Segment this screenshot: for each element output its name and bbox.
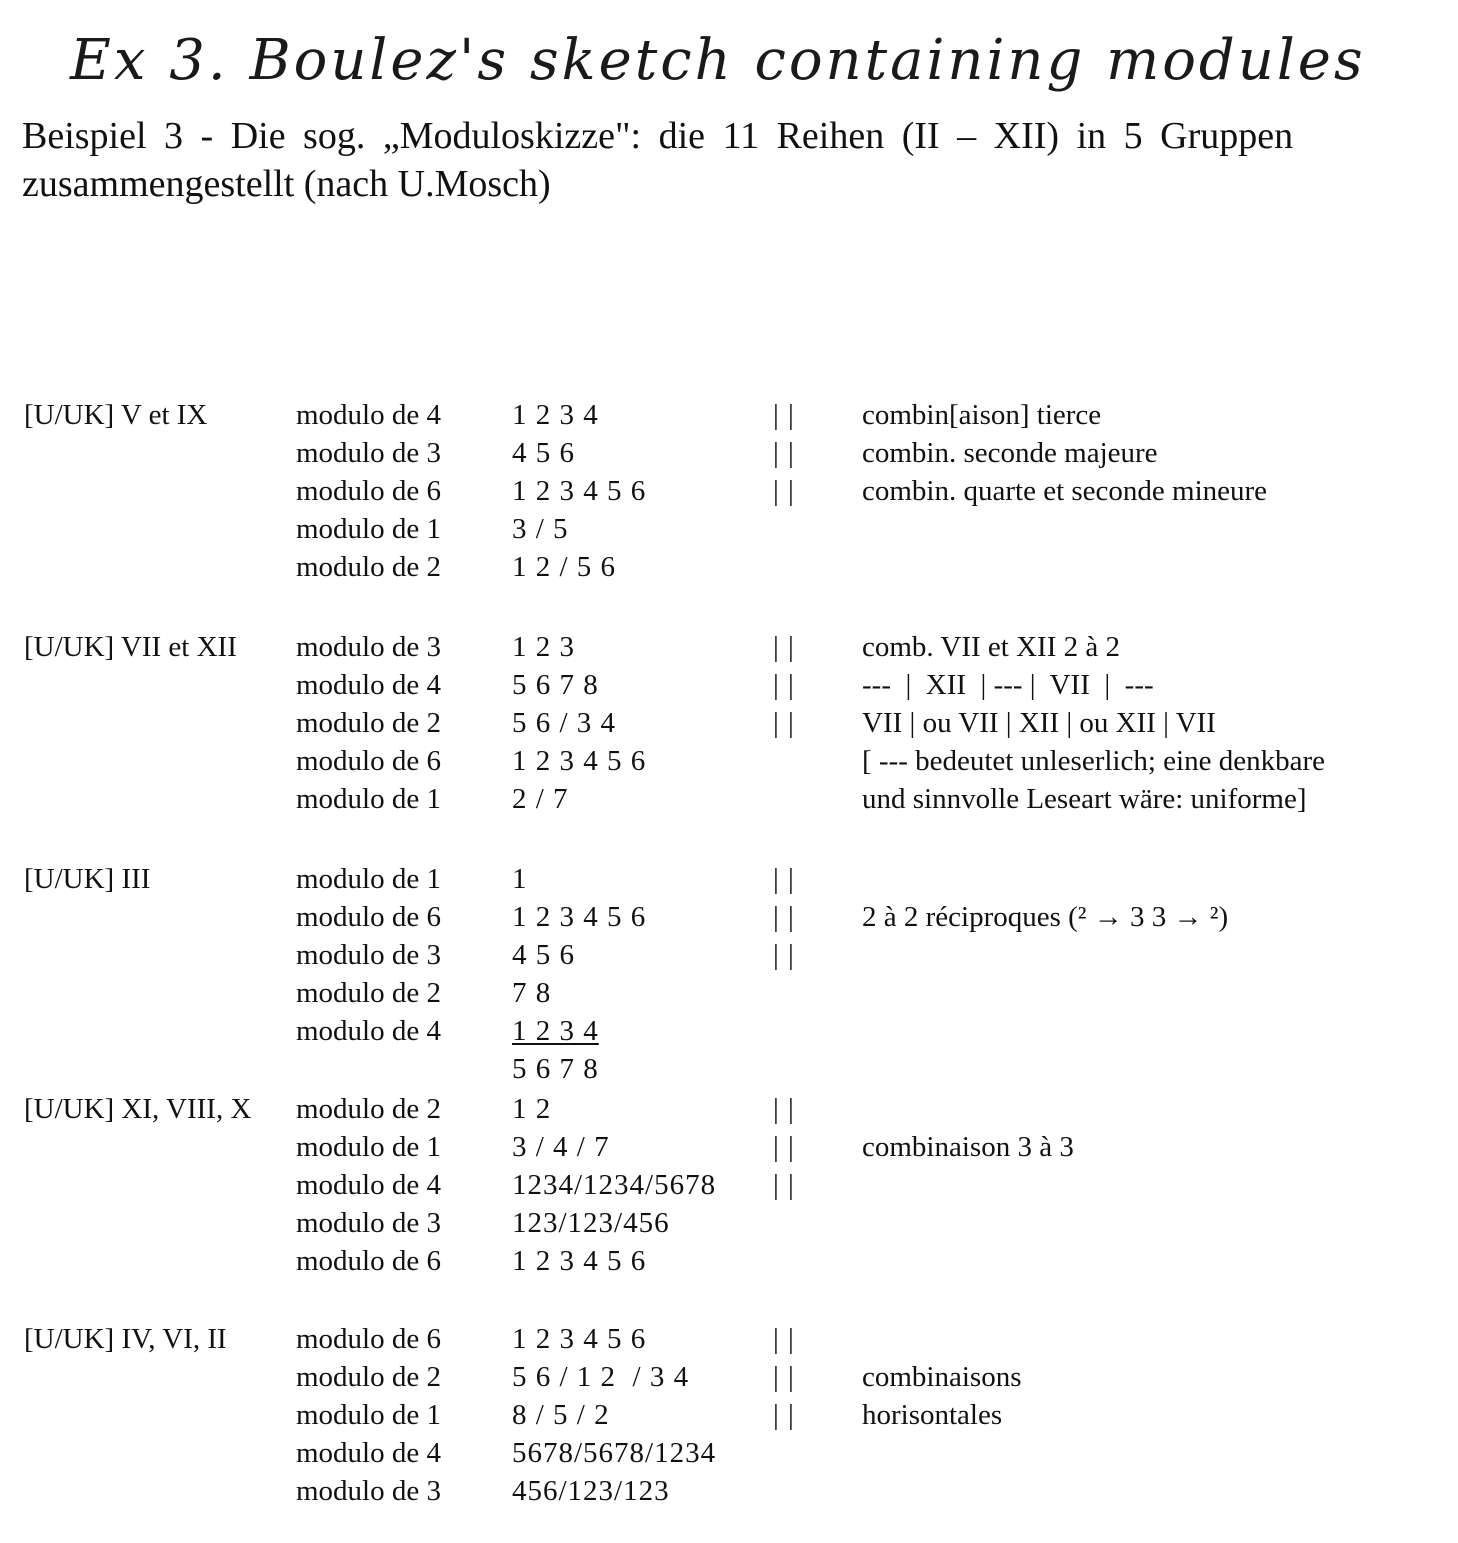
modulo-cell: modulo de 6 bbox=[296, 1323, 441, 1355]
comment-cell: horisontales bbox=[862, 1399, 1003, 1431]
modulo-cell: modulo de 6 bbox=[296, 475, 441, 507]
sequence-cell: 1 2 3 4 5 6 bbox=[512, 745, 647, 777]
group-label: [U/UK] XI, VIII, X bbox=[24, 1093, 252, 1125]
sequence-cell: 3 / 4 / 7 bbox=[512, 1131, 610, 1163]
sequence-cell: 8 / 5 / 2 bbox=[512, 1399, 610, 1431]
modulo-cell: modulo de 6 bbox=[296, 901, 441, 933]
sequence-cell: 5 6 7 8 bbox=[512, 1053, 599, 1085]
comment-cell: combinaisons bbox=[862, 1361, 1022, 1393]
table-row bbox=[0, 898, 1458, 936]
modulo-cell: modulo de 3 bbox=[296, 939, 441, 971]
caption-line-2: zusammengestellt (nach U.Mosch) bbox=[22, 163, 551, 205]
sequence-cell: 5678/5678/1234 bbox=[512, 1437, 717, 1469]
double-bar: | | bbox=[773, 669, 795, 701]
comment-cell: 2 à 2 réciproques (² → 3 3 → ²) bbox=[862, 901, 1229, 933]
comment-cell: und sinnvolle Leseart wäre: uniforme] bbox=[862, 783, 1307, 815]
sequence-cell: 1234/1234/5678 bbox=[512, 1169, 717, 1201]
double-bar: | | bbox=[773, 1169, 795, 1201]
table-row bbox=[0, 1396, 1458, 1434]
double-bar: | | bbox=[773, 863, 795, 895]
modulo-cell: modulo de 1 bbox=[296, 513, 441, 545]
table-row bbox=[0, 704, 1458, 742]
table-row bbox=[0, 434, 1458, 472]
comment-cell: --- | XII | --- | VII | --- bbox=[862, 669, 1154, 701]
modulo-cell: modulo de 3 bbox=[296, 1207, 441, 1239]
sequence-cell: 5 6 7 8 bbox=[512, 669, 599, 701]
modulo-cell: modulo de 3 bbox=[296, 631, 441, 663]
double-bar: | | bbox=[773, 475, 795, 507]
group-label: [U/UK] V et IX bbox=[24, 399, 208, 431]
table-row bbox=[0, 936, 1458, 974]
modulo-cell: modulo de 1 bbox=[296, 863, 441, 895]
table-row bbox=[0, 1472, 1458, 1510]
group-label: [U/UK] III bbox=[24, 863, 151, 895]
modulo-cell: modulo de 1 bbox=[296, 783, 441, 815]
table-row bbox=[0, 548, 1458, 586]
group-xi-viii-x bbox=[0, 1090, 1458, 1280]
table-row bbox=[0, 742, 1458, 780]
comment-cell: combinaison 3 à 3 bbox=[862, 1131, 1074, 1163]
double-bar: | | bbox=[773, 1093, 795, 1125]
modulo-cell: modulo de 4 bbox=[296, 1437, 441, 1469]
double-bar: | | bbox=[773, 631, 795, 663]
modulo-cell: modulo de 1 bbox=[296, 1131, 441, 1163]
modulo-cell: modulo de 4 bbox=[296, 1169, 441, 1201]
comment-cell: comb. VII et XII 2 à 2 bbox=[862, 631, 1120, 663]
sequence-cell: 1 bbox=[512, 863, 528, 895]
modulo-cell: modulo de 2 bbox=[296, 1093, 441, 1125]
table-row bbox=[0, 1012, 1458, 1050]
modulo-cell: modulo de 2 bbox=[296, 707, 441, 739]
sequence-cell: 123/123/456 bbox=[512, 1207, 670, 1239]
modulo-cell: modulo de 3 bbox=[296, 1475, 441, 1507]
modulo-cell: modulo de 3 bbox=[296, 437, 441, 469]
caption bbox=[22, 112, 1422, 208]
sequence-cell: 1 2 3 4 bbox=[512, 399, 599, 431]
modulo-cell: modulo de 4 bbox=[296, 399, 441, 431]
modulo-cell: modulo de 6 bbox=[296, 1245, 441, 1277]
double-bar: | | bbox=[773, 707, 795, 739]
table-row bbox=[0, 1434, 1458, 1472]
table-row bbox=[0, 1166, 1458, 1204]
modulo-cell: modulo de 4 bbox=[296, 669, 441, 701]
table-row bbox=[0, 666, 1458, 704]
table-row bbox=[0, 1090, 1458, 1128]
group-label: [U/UK] IV, VI, II bbox=[24, 1323, 227, 1355]
modulo-cell: modulo de 2 bbox=[296, 551, 441, 583]
group-iv-vi-ii bbox=[0, 1320, 1458, 1510]
sequence-cell-underlined: 1 2 3 4 bbox=[512, 1015, 599, 1047]
modulo-cell: modulo de 2 bbox=[296, 977, 441, 1009]
table-row bbox=[0, 1128, 1458, 1166]
caption-line-1: Beispiel 3 - Die sog. „Moduloskizze": die 11 Reihen (II – XII) in 5 Gruppen bbox=[22, 115, 1294, 157]
table-row bbox=[0, 1358, 1458, 1396]
sequence-cell: 3 / 5 bbox=[512, 513, 569, 545]
sequence-cell: 2 / 7 bbox=[512, 783, 569, 815]
group-vii-xii bbox=[0, 628, 1458, 818]
sequence-cell: 1 2 3 4 5 6 bbox=[512, 475, 647, 507]
comment-cell: combin[aison] tierce bbox=[862, 399, 1102, 431]
table-row bbox=[0, 1242, 1458, 1280]
double-bar: | | bbox=[773, 1131, 795, 1163]
sequence-cell: 1 2 3 4 5 6 bbox=[512, 901, 647, 933]
handwritten-title: Ex 3. Boulez's sketch containing modules bbox=[70, 28, 1366, 93]
comment-cell: [ --- bedeutet unleserlich; eine denkbare bbox=[862, 745, 1325, 777]
table-row bbox=[0, 396, 1458, 434]
modulo-cell: modulo de 2 bbox=[296, 1361, 441, 1393]
sequence-cell: 5 6 / 1 2 / 3 4 bbox=[512, 1361, 690, 1393]
table-row bbox=[0, 1320, 1458, 1358]
table-row bbox=[0, 1050, 1458, 1088]
sequence-cell: 1 2 bbox=[512, 1093, 552, 1125]
table-row bbox=[0, 860, 1458, 898]
table-row bbox=[0, 628, 1458, 666]
sequence-cell: 5 6 / 3 4 bbox=[512, 707, 617, 739]
sequence-cell: 4 5 6 bbox=[512, 437, 575, 469]
double-bar: | | bbox=[773, 1361, 795, 1393]
modulo-cell: modulo de 4 bbox=[296, 1015, 441, 1047]
sequence-cell: 1 2 3 bbox=[512, 631, 575, 663]
sequence-cell: 1 2 / 5 6 bbox=[512, 551, 617, 583]
double-bar: | | bbox=[773, 437, 795, 469]
table-row bbox=[0, 974, 1458, 1012]
sequence-cell: 1 2 3 4 5 6 bbox=[512, 1323, 647, 1355]
sequence-cell: 1 2 3 4 5 6 bbox=[512, 1245, 647, 1277]
comment-cell: combin. seconde majeure bbox=[862, 437, 1158, 469]
double-bar: | | bbox=[773, 1399, 795, 1431]
sequence-cell: 7 8 bbox=[512, 977, 552, 1009]
double-bar: | | bbox=[773, 939, 795, 971]
group-v-ix bbox=[0, 396, 1458, 586]
modulo-cell: modulo de 6 bbox=[296, 745, 441, 777]
table-row bbox=[0, 510, 1458, 548]
comment-cell: VII | ou VII | XII | ou XII | VII bbox=[862, 707, 1216, 739]
table-row bbox=[0, 472, 1458, 510]
group-iii bbox=[0, 860, 1458, 1088]
double-bar: | | bbox=[773, 399, 795, 431]
double-bar: | | bbox=[773, 901, 795, 933]
table-row bbox=[0, 1204, 1458, 1242]
comment-cell: combin. quarte et seconde mineure bbox=[862, 475, 1268, 507]
group-label: [U/UK] VII et XII bbox=[24, 631, 237, 663]
double-bar: | | bbox=[773, 1323, 795, 1355]
sequence-cell: 4 5 6 bbox=[512, 939, 575, 971]
table-row bbox=[0, 780, 1458, 818]
modulo-cell: modulo de 1 bbox=[296, 1399, 441, 1431]
sequence-cell: 456/123/123 bbox=[512, 1475, 670, 1507]
